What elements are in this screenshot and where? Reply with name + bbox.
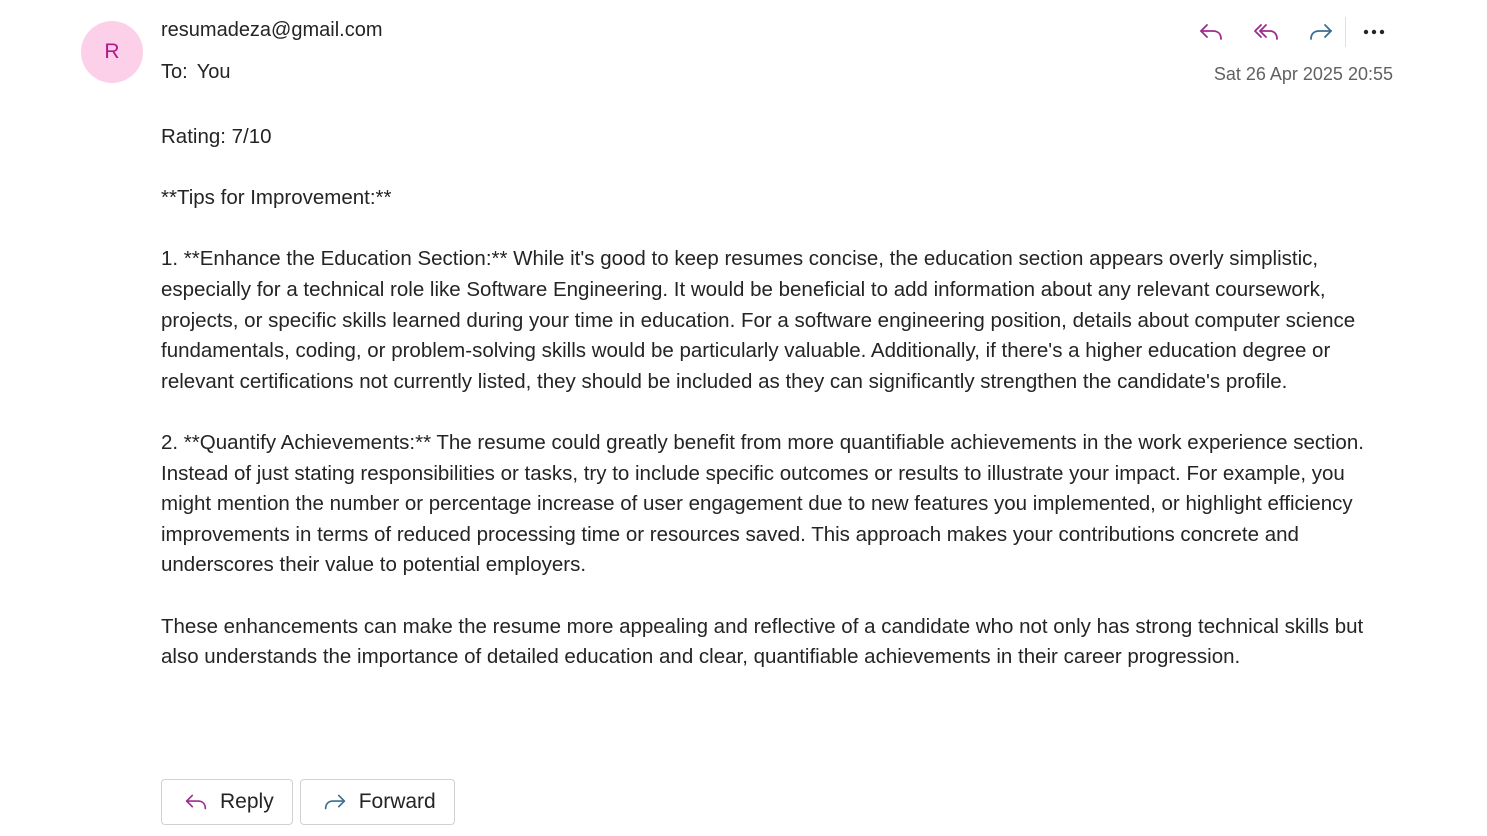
body-paragraph-rating: Rating: 7/10 [161,125,272,148]
message-body [161,122,1386,673]
forward-icon [321,788,349,816]
avatar-initial: R [104,40,120,63]
recipient-line [161,61,230,84]
reply-icon [182,788,210,816]
more-options-icon [1362,28,1386,36]
body-paragraph-tip-2: 2. **Quantify Achievements:** The resume could greatly benefit from more quantifiable achievements in the work experience section. Instead of just stating responsibilities or tasks, try to include specific outcomes or results to illustrate your impact. For example, you might mention the number or percentage increase of user engagement due to new features you implemented, or highlight efficiency improvements in terms of reduced processing time or resources saved. This approach makes your contributions concrete and underscores their value to potential employers. [161,430,1370,577]
reply-button-label: Reply [220,790,274,813]
sender-email[interactable]: resumadeza@gmail.com [161,19,383,41]
footer-reply-button[interactable] [161,779,293,825]
reply-forward-buttons [161,779,462,825]
forward-button-label: Forward [358,790,436,813]
body-paragraph-tips-heading: **Tips for Improvement:** [161,186,392,210]
to-label: To: [161,61,188,83]
body-paragraph-tip-1: 1. **Enhance the Education Section:** While it's good to keep resumes concise, the education section appears overly simplistic, especially for a technical role like Software Engineering. It would be beneficial to add information about any relevant coursework, projects, or specific skills learned during your time in education. For a software engineering position, details about computer science fundamentals, coding, or problem-solving skills would be particularly valuable. Additionally, if there's a higher education degree or relevant certifications not currently listed, they should be included as they can significantly strengthen the candidate's profile. [161,247,1361,393]
reply-icon [1196,17,1226,47]
forward-icon [1306,17,1336,47]
body-paragraph-conclusion: These enhancements can make the resume more appealing and reflective of a candidate who not only has strong technical skills but also understands the importance of detailed education and clear, quantifiable achievements in their career progression. [161,614,1369,669]
footer-forward-button[interactable] [300,779,455,825]
sender-avatar[interactable] [81,21,143,83]
message-date: Sat 26 Apr 2025 20:55 [1213,64,1393,84]
more-options-button[interactable] [1352,14,1396,50]
toolbar-divider [1345,17,1346,47]
reply-button[interactable] [1188,14,1234,50]
message-actions-toolbar [1188,14,1396,50]
forward-button[interactable] [1298,14,1344,50]
reply-all-icon [1251,17,1281,47]
reply-all-button[interactable] [1243,14,1289,50]
recipient-name[interactable]: You [196,61,231,83]
